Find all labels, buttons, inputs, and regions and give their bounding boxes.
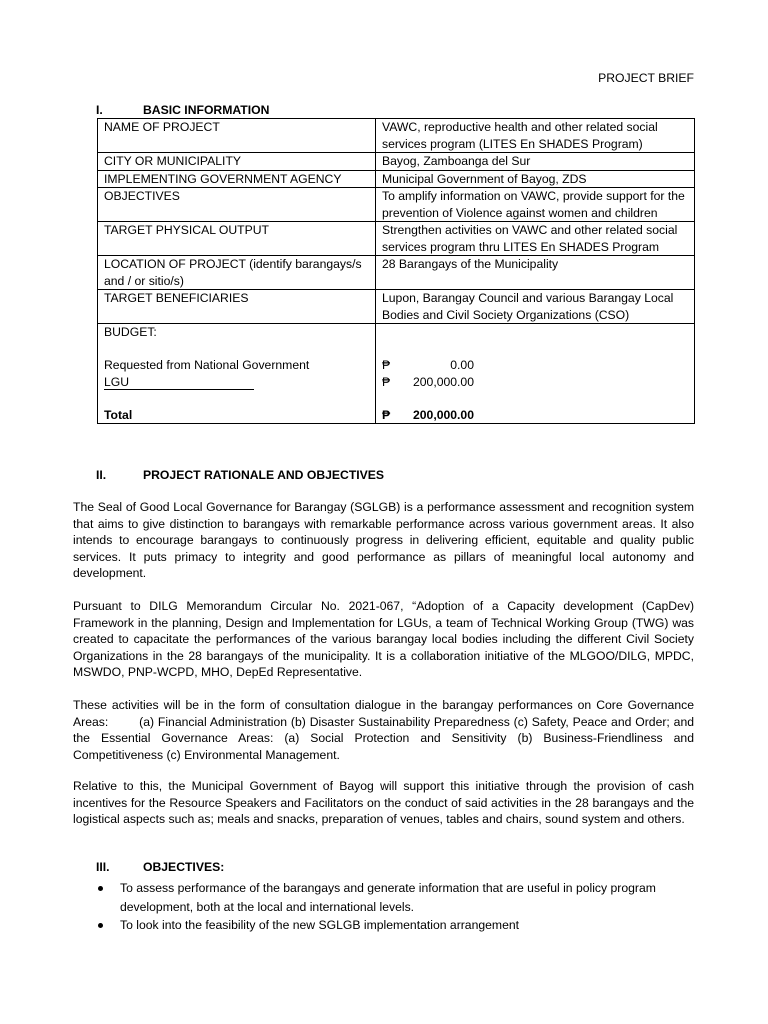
bullet-icon: [98, 886, 103, 891]
section-2-title: PROJECT RATIONALE AND OBJECTIVES: [143, 468, 385, 482]
section-3-heading: [96, 859, 224, 876]
peso-sign: ₱: [381, 358, 391, 372]
budget-national-label: Requested from National Government: [104, 358, 310, 372]
section-2-heading: [96, 467, 384, 484]
row-label: OBJECTIVES: [98, 188, 376, 222]
peso-sign: ₱: [381, 374, 391, 389]
row-value: Strengthen activities on VAWC and other related social services program thru LITES En SHADES Program: [375, 222, 694, 256]
budget-lgu-label: LGU: [104, 375, 254, 390]
table-row: [98, 222, 695, 256]
row-value: VAWC, reproductive health and other related social services program (LITES En SHADES Program): [375, 119, 694, 153]
table-row: [98, 170, 695, 188]
row-value: To amplify information on VAWC, provide support for the prevention of Violence against women and children: [375, 188, 694, 222]
budget-lgu-value: 200,000.00: [412, 374, 474, 389]
row-label: NAME OF PROJECT: [98, 119, 376, 153]
list-item: [96, 916, 696, 935]
rationale-paragraph-4: Relative to this, the Municipal Government of Bayog will support this initiative through the provision of cash incentives for the Resource Speakers and Facilitators on the conduct of said activities in the 28 barangays and the logistical aspects such as; meals and snacks, preparation of venues, tables and chairs, sound system and others.: [73, 779, 694, 826]
objectives-list: [96, 879, 696, 935]
budget-total-label: Total: [104, 407, 133, 422]
document-header: PROJECT BRIEF: [598, 71, 694, 85]
list-item: [96, 879, 696, 916]
section-2-number: II.: [96, 468, 107, 482]
budget-values: [375, 324, 694, 424]
row-label: TARGET PHYSICAL OUTPUT: [98, 222, 376, 256]
table-row: [98, 290, 695, 324]
row-value: Lupon, Barangay Council and various Barangay Local Bodies and Civil Society Organizations (CSO): [375, 290, 694, 324]
section-1-title: BASIC INFORMATION: [143, 103, 270, 117]
row-value: Bayog, Zamboanga del Sur: [375, 153, 694, 171]
bullet-icon: [98, 923, 103, 928]
budget-label: BUDGET:: [104, 325, 157, 339]
row-label: CITY OR MUNICIPALITY: [98, 153, 376, 171]
table-row: [98, 153, 695, 171]
section-3-number: III.: [96, 860, 110, 874]
section-3-title: OBJECTIVES:: [143, 860, 225, 874]
row-label: IMPLEMENTING GOVERNMENT AGENCY: [98, 170, 376, 188]
table-row: [98, 188, 695, 222]
rationale-paragraph-3: These activities will be in the form of consultation dialogue in the barangay performances on Core Governance Areas: (a) Financial Administration (b) Disaster Sustainability Preparedness (c) Safety, Peace and Order; and the Essential Governance Areas: (a) Social Protection and Sensitivity (b) Business-Friendliness and Competitiveness (c) Environmental Management.: [73, 698, 698, 762]
budget-labels: [98, 324, 376, 424]
table-row: [98, 256, 695, 290]
budget-row: [98, 324, 695, 424]
table-row: [98, 119, 695, 153]
row-label: LOCATION OF PROJECT (identify barangays/s and / or sitio/s): [98, 256, 376, 290]
objective-text: To assess performance of the barangays and generate information that are useful in policy program development, both at the local and international levels.: [120, 881, 656, 914]
rationale-paragraph-1: The Seal of Good Local Governance for Barangay (SGLGB) is a performance assessment and recognition system that aims to give distinction to barangays with remarkable performance across various government areas. It also intends to encourage barangays to continuously progress in delivering efficient, equitable and quality public services. It puts primacy to integrity and good performance as pillars of meaningful local autonomy and development.: [73, 500, 694, 580]
rationale-paragraph-2: Pursuant to DILG Memorandum Circular No. 2021-067, “Adoption of a Capacity development (CapDev) Framework in the planning, Design and Implementation for LGUs, a team of Technical Working Group (TWG) was created to capacitate the performances of the various barangay local bodies including the different Civil Society Organizations in the 28 barangays of the municipality. It is a collaboration initiative of the MLGOO/DILG, MPDC, MSWDO, PNP-WCPD, MHO, DepEd Representative.: [73, 599, 694, 679]
basic-information-table: [97, 118, 695, 424]
row-value: Municipal Government of Bayog, ZDS: [375, 170, 694, 188]
row-value: 28 Barangays of the Municipality: [375, 256, 694, 290]
budget-national-value: 0.00: [450, 358, 474, 372]
peso-sign: ₱: [381, 407, 391, 422]
section-1-number: I.: [96, 103, 103, 117]
objective-text: To look into the feasibility of the new SGLGB implementation arrangement: [120, 918, 520, 932]
budget-total-value: 200,000.00: [412, 407, 474, 422]
row-label: TARGET BENEFICIARIES: [98, 290, 376, 324]
section-1-heading: [96, 102, 269, 119]
